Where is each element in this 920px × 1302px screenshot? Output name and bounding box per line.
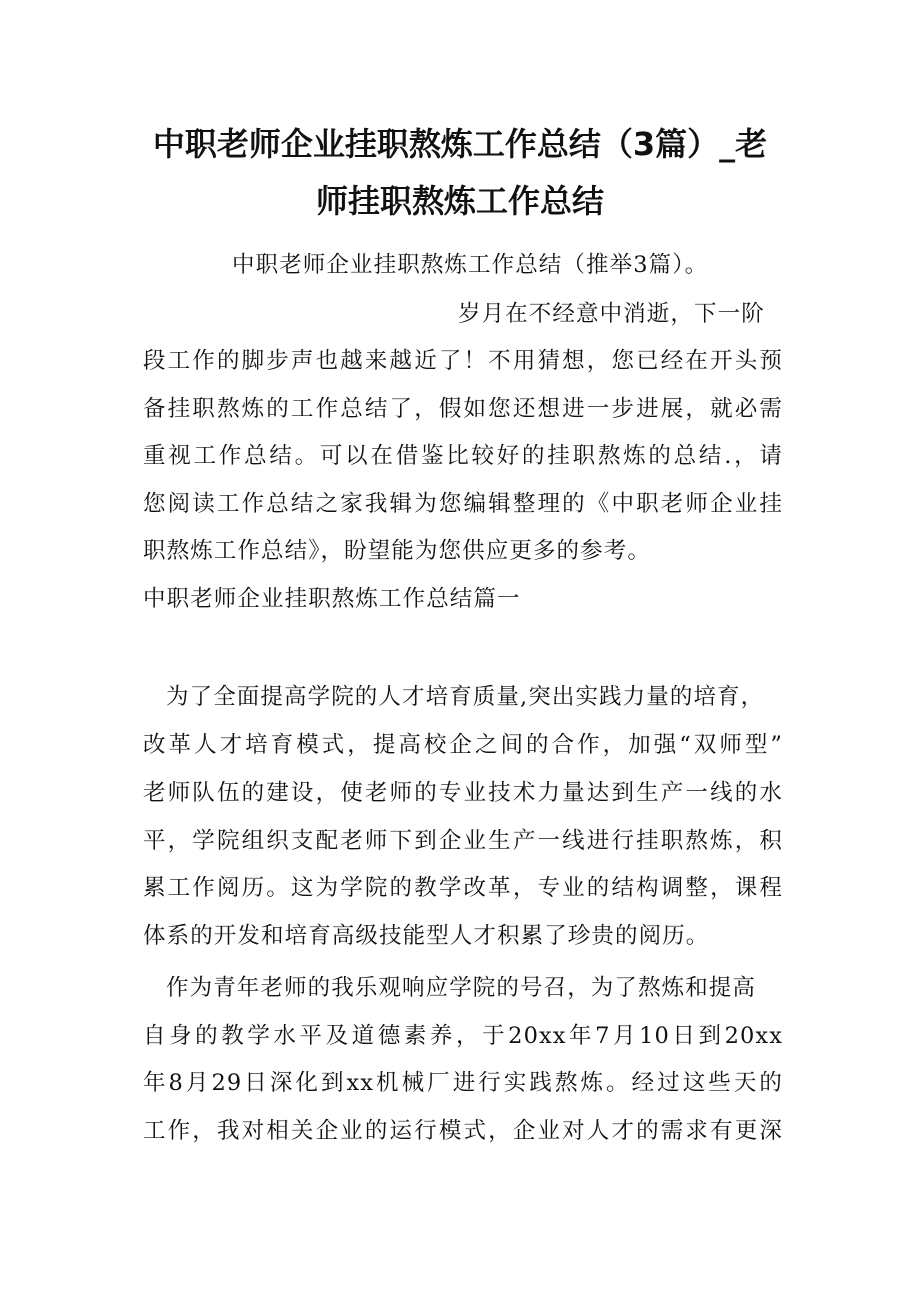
document-title-line-2: 师挂职熬炼工作总结 bbox=[315, 182, 604, 220]
document-subtitle: 中职老师企业挂职熬炼工作总结（推举3篇）。 bbox=[232, 252, 709, 278]
document-title-line-1: 中职老师企业挂职熬炼工作总结（3篇）_老 bbox=[152, 125, 768, 163]
section-heading: 中职老师企业挂职熬炼工作总结篇一 bbox=[143, 586, 521, 612]
paragraph-line: 作为青年老师的我乐观响应学院的号召，为了熬炼和提高 bbox=[166, 975, 757, 1001]
paragraph-line: 为了全面提高学院的人才培育质量,突出实践力量的培育， bbox=[166, 684, 765, 710]
intro-line: 岁月在不经意中消逝，下一阶 bbox=[458, 301, 765, 327]
paragraph-line: 平，学院组织支配老师下到企业生产一线进行挂职熬炼，积 bbox=[143, 828, 783, 854]
paragraph-line: 老师队伍的建设，使老师的专业技术力量达到生产一线的水 bbox=[143, 780, 783, 806]
paragraph-line: 累工作阅历。这为学院的教学改革，专业的结构调整，课程 bbox=[143, 875, 783, 901]
intro-line: 职熬炼工作总结》，盼望能为您供应更多的参考。 bbox=[143, 538, 651, 564]
paragraph-line: 体系的开发和培育高级技能型人才积累了珍贵的阅历。 bbox=[143, 923, 710, 949]
intro-line: 您阅读工作总结之家我辑为您编辑整理的《中职老师企业挂 bbox=[143, 491, 783, 517]
paragraph-line: 工作，我对相关企业的运行模式，企业对人才的需求有更深 bbox=[143, 1118, 783, 1144]
paragraph-line: 自身的教学水平及道德素养，于20xx年7月10日到20xx bbox=[143, 1023, 783, 1049]
intro-line: 重视工作总结。可以在借鉴比较好的挂职熬炼的总结.，请 bbox=[143, 443, 783, 469]
intro-line: 段工作的脚步声也越来越近了！不用猜想，您已经在开头预 bbox=[143, 348, 783, 374]
intro-line: 备挂职熬炼的工作总结了，假如您还想进一步进展，就必需 bbox=[143, 396, 783, 422]
paragraph-line: 年8月29日深化到xx机械厂进行实践熬炼。经过这些天的 bbox=[143, 1070, 783, 1096]
paragraph-line: 改革人才培育模式，提高校企之间的合作，加强“双师型” bbox=[143, 732, 783, 758]
